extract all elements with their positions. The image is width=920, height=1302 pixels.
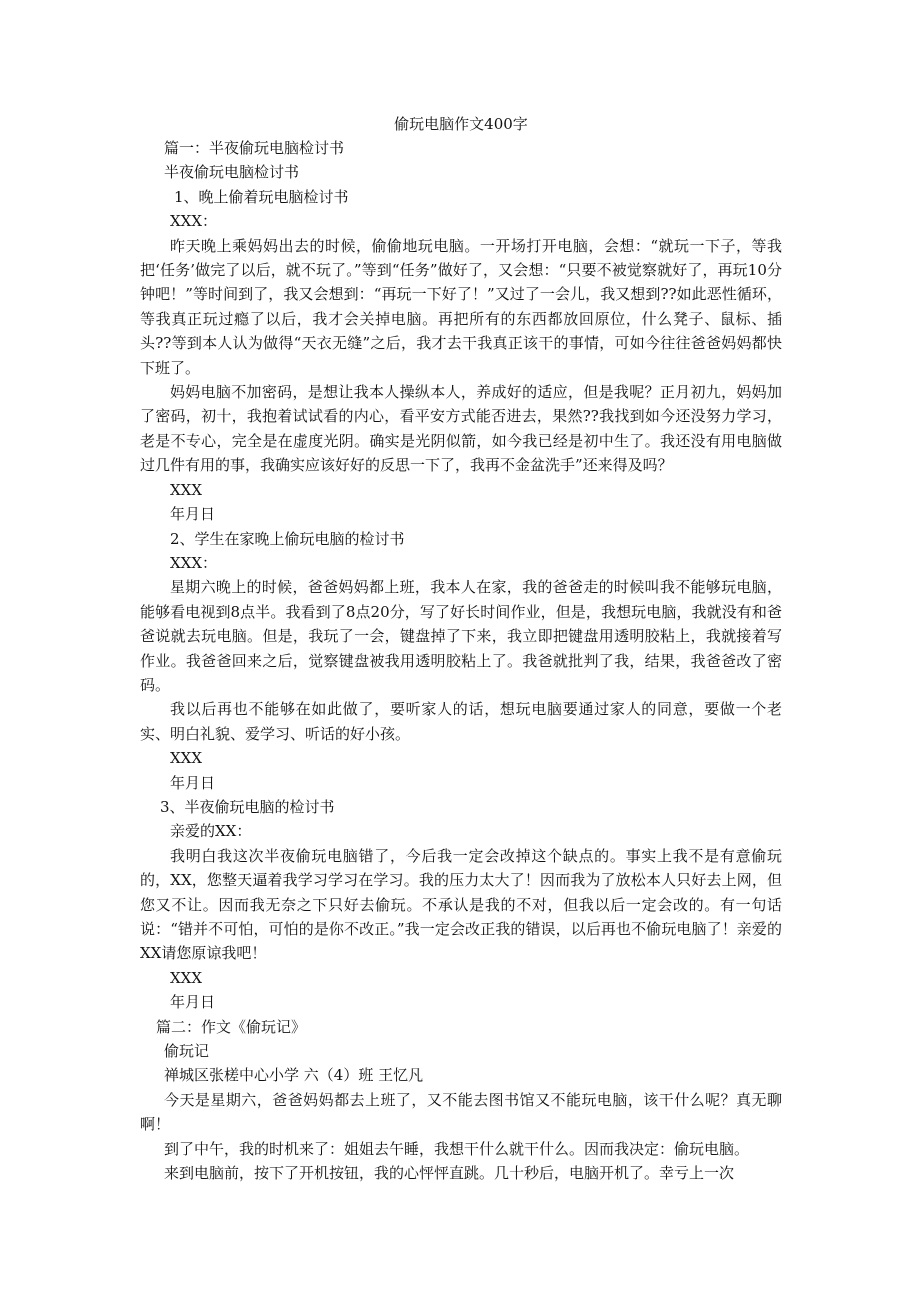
section2-date: 年月日 xyxy=(170,773,216,792)
section2-paragraph-2: 我以后再也不能够在如此做了，要听家人的话，想玩电脑要通过家人的同意，要做一个老实、明白礼貌、爱学习、听话的好小孩。 xyxy=(140,700,782,743)
section1-signature: XXX xyxy=(170,480,203,499)
part1-heading: 篇一：半夜偷玩电脑检讨书 xyxy=(164,139,345,157)
section3-paragraph-1: 我明白我这次半夜偷玩电脑错了，今后我一定会改掉这个缺点的。事实上我不是有意偷玩的，XX，您整天逼着我学习学习在学习。我的压力太大了！因而我为了放松本人只好去上网，但您又不让。因而我无奈之下只好去偷玩。不承认是我的不对，但我以后一定会改的。有一句话说：“错并不可怕，可怕的是你不改正。”我一定会改正我的错误，以后再也不偷玩电脑了！亲爱的XX请您原谅我吧！ xyxy=(140,846,782,963)
section1-paragraph-2: 妈妈电脑不加密码，是想让我本人操纵本人，养成好的适应，但是我呢？正月初九，妈妈加了密码，初十，我抱着试试看的内心，看平安方式能否进去，果然??我找到如今还没努力学习，老是不专心，完全是在虚度光阴。确实是光阴似箭，如今我已经是初中生了。我还没有用电脑做过几件有用的事，我确实应该好好的反思一下了，我再不金盆洗手”还来得及吗？ xyxy=(140,383,782,475)
section2-salutation: XXX： xyxy=(170,553,218,572)
document-title: 偷玩电脑作文400字 xyxy=(394,115,528,133)
part2-paragraph-3: 来到电脑前，按下了开机按钮，我的心怦怦直跳。几十秒后，电脑开机了。幸亏上一次 xyxy=(164,1164,735,1183)
section3-signature: XXX xyxy=(170,968,203,987)
section2-signature: XXX xyxy=(170,749,203,768)
document-body xyxy=(140,112,782,1185)
section3-heading: 3、半夜偷玩电脑的检讨书 xyxy=(160,797,335,816)
section1-date: 年月日 xyxy=(170,505,216,524)
section1-salutation: XXX： xyxy=(170,212,218,231)
section3-date: 年月日 xyxy=(170,993,216,1012)
part1-subheading: 半夜偷玩电脑检讨书 xyxy=(164,163,300,182)
part2-paragraph-1: 今天是星期六，爸爸妈妈都去上班了，又不能去图书馆又不能玩电脑，该干什么呢？真无聊啊！ xyxy=(140,1090,782,1134)
section1-heading: 1、晚上偷着玩电脑检讨书 xyxy=(174,187,349,206)
section1-paragraph-1: 昨天晚上乘妈妈出去的时候，偷偷地玩电脑。一开场打开电脑，会想：“就玩一下子，等我把‘任务’做完了以后，就不玩了。”等到“任务”做好了，又会想：“只要不被觉察就好了，再玩10分钟吧！”等时间到了，我又会想到：“再玩一下好了！”又过了一会儿，我又想到??如此恶性循环，等我真正玩过瘾了以后，我才会关掉电脑。再把所有的东西都放回原位，什么凳子、鼠标、插头??等到本人认为做得“天衣无缝”之后，我才去干我真正该干的事情，可如今往往爸爸妈妈都快下班了。 xyxy=(140,236,782,377)
part2-author: 禅城区张槎中心小学 六（4）班 王忆凡 xyxy=(164,1066,424,1085)
section2-heading: 2、学生在家晚上偷玩电脑的检讨书 xyxy=(170,529,405,548)
part2-heading: 篇二：作文《偷玩记》 xyxy=(156,1017,307,1036)
part2-paragraph-2: 到了中午，我的时机来了：姐姐去午睡，我想干什么就干什么。因而我决定：偷玩电脑。 xyxy=(164,1139,750,1158)
section2-paragraph-1: 星期六晚上的时候，爸爸妈妈都上班，我本人在家，我的爸爸走的时候叫我不能够玩电脑，能够看电视到8点半。我看到了8点20分，写了好长时间作业，但是，我想玩电脑，我就没有和爸爸说就去玩电脑。但是，我玩了一会，键盘掉了下来，我立即把键盘用透明胶粘上，我就接着写作业。我爸爸回来之后，觉察键盘被我用透明胶粘上了。我爸就批判了我，结果，我爸爸改了密码。 xyxy=(140,578,782,694)
part2-subheading: 偷玩记 xyxy=(164,1042,210,1061)
section3-salutation: 亲爱的XX： xyxy=(170,822,252,841)
